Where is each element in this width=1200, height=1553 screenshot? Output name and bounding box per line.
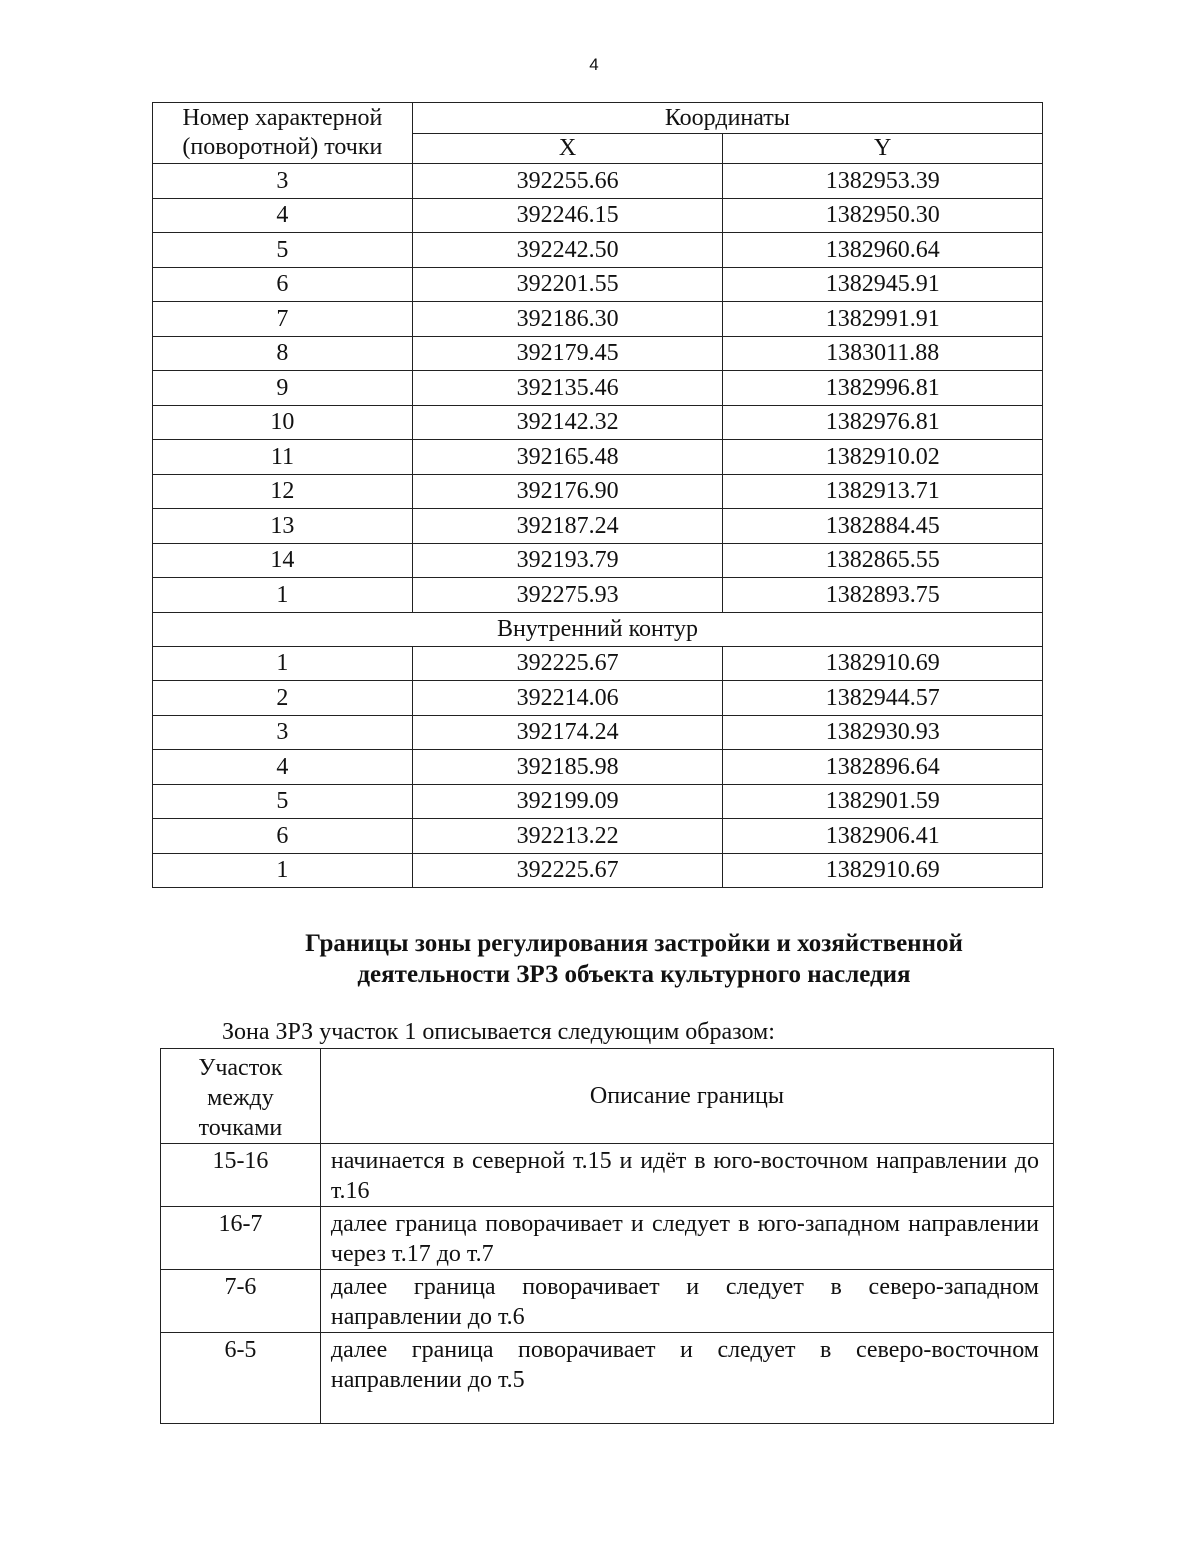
segment-cell: 7-6 — [161, 1270, 321, 1333]
point-number-cell: 2 — [153, 681, 413, 716]
segment-header — [161, 1049, 321, 1144]
y-coordinate-cell: 1382893.75 — [723, 578, 1043, 613]
table-row — [153, 164, 1043, 199]
y-coordinate-cell: 1382960.64 — [723, 233, 1043, 268]
y-coordinate-cell: 1382945.91 — [723, 267, 1043, 302]
point-number-cell: 11 — [153, 440, 413, 475]
table-row — [153, 509, 1043, 544]
table-row — [153, 715, 1043, 750]
y-coordinate-cell: 1382996.81 — [723, 371, 1043, 406]
description-cell: начинается в северной т.15 и идёт в юго-восточном направлении до т.16 — [320, 1144, 1053, 1207]
point-number-cell: 5 — [153, 784, 413, 819]
x-coordinate-cell: 392185.98 — [412, 750, 723, 785]
segment-header-line: Участок — [198, 1055, 283, 1081]
table-row — [153, 405, 1043, 440]
point-number-cell: 10 — [153, 405, 413, 440]
table-row — [153, 853, 1043, 888]
x-coordinate-cell: 392193.79 — [412, 543, 723, 578]
section-heading-line-1: Границы зоны регулирования застройки и хозяйственной — [305, 930, 963, 957]
y-coordinate-cell: 1382896.64 — [723, 750, 1043, 785]
y-coordinate-cell: 1383011.88 — [723, 336, 1043, 371]
y-coordinate-cell: 1382901.59 — [723, 784, 1043, 819]
table-row — [153, 681, 1043, 716]
outer-contour-rows — [153, 164, 1043, 613]
table-row — [153, 474, 1043, 509]
boundary-description-table — [160, 1048, 1054, 1424]
segment-cell: 6-5 — [161, 1333, 321, 1424]
x-coordinate-cell: 392186.30 — [412, 302, 723, 337]
segment-cell: 15-16 — [161, 1144, 321, 1207]
table-row — [153, 819, 1043, 854]
table-row — [153, 578, 1043, 613]
table-row — [153, 646, 1043, 681]
y-coordinate-cell: 1382910.69 — [723, 646, 1043, 681]
table-row — [161, 1333, 1054, 1424]
x-coordinate-cell: 392225.67 — [412, 853, 723, 888]
table-row — [153, 784, 1043, 819]
y-coordinate-cell: 1382976.81 — [723, 405, 1043, 440]
x-coordinate-cell: 392275.93 — [412, 578, 723, 613]
x-coordinate-cell: 392165.48 — [412, 440, 723, 475]
point-number-cell: 1 — [153, 853, 413, 888]
x-coordinate-cell: 392179.45 — [412, 336, 723, 371]
x-coordinate-cell: 392255.66 — [412, 164, 723, 199]
point-number-header: Номер характерной (поворотной) точки — [153, 103, 413, 164]
table-row — [153, 233, 1043, 268]
x-coordinate-cell: 392142.32 — [412, 405, 723, 440]
point-number-cell: 3 — [153, 164, 413, 199]
x-coordinate-cell: 392225.67 — [412, 646, 723, 681]
section-heading-line-2: деятельности ЗРЗ объекта культурного наследия — [357, 961, 911, 988]
point-number-cell: 7 — [153, 302, 413, 337]
boundary-rows — [161, 1144, 1054, 1424]
table-row — [161, 1207, 1054, 1270]
y-coordinate-cell: 1382913.71 — [723, 474, 1043, 509]
coordinates-table — [152, 102, 1043, 888]
x-coordinate-cell: 392176.90 — [412, 474, 723, 509]
coordinates-header: Координаты — [412, 103, 1042, 134]
section-heading — [0, 928, 1200, 990]
x-coordinate-cell: 392214.06 — [412, 681, 723, 716]
table-row — [153, 267, 1043, 302]
table-row — [153, 440, 1043, 475]
x-coordinate-cell: 392246.15 — [412, 198, 723, 233]
point-number-cell: 1 — [153, 646, 413, 681]
table-row — [153, 750, 1043, 785]
inner-contour-rows — [153, 646, 1043, 888]
y-coordinate-cell: 1382944.57 — [723, 681, 1043, 716]
point-number-cell: 5 — [153, 233, 413, 268]
y-coordinate-cell: 1382953.39 — [723, 164, 1043, 199]
description-cell: далее граница поворачивает и следует в северо-западном направлении до т.6 — [320, 1270, 1053, 1333]
y-coordinate-cell: 1382906.41 — [723, 819, 1043, 854]
segment-header-line: точками — [198, 1115, 283, 1141]
point-number-cell: 13 — [153, 509, 413, 544]
y-coordinate-cell: 1382865.55 — [723, 543, 1043, 578]
y-coordinate-cell: 1382950.30 — [723, 198, 1043, 233]
description-cell: далее граница поворачивает и следует в юго-западном направлении через т.17 до т.7 — [320, 1207, 1053, 1270]
x-coordinate-cell: 392199.09 — [412, 784, 723, 819]
table-row — [161, 1270, 1054, 1333]
y-coordinate-cell: 1382930.93 — [723, 715, 1043, 750]
table-row — [153, 302, 1043, 337]
x-coordinate-cell: 392201.55 — [412, 267, 723, 302]
x-header: X — [412, 133, 723, 164]
y-header: Y — [723, 133, 1043, 164]
description-cell: далее граница поворачивает и следует в северо-восточном направлении до т.5 — [320, 1333, 1053, 1424]
inner-contour-label: Внутренний контур — [153, 612, 1043, 646]
point-number-cell: 4 — [153, 750, 413, 785]
point-number-cell: 14 — [153, 543, 413, 578]
table-row — [153, 198, 1043, 233]
x-coordinate-cell: 392174.24 — [412, 715, 723, 750]
point-number-cell: 3 — [153, 715, 413, 750]
y-coordinate-cell: 1382910.02 — [723, 440, 1043, 475]
segment-header-line: между — [207, 1085, 274, 1111]
segment-cell: 16-7 — [161, 1207, 321, 1270]
point-number-cell: 6 — [153, 267, 413, 302]
point-number-cell: 1 — [153, 578, 413, 613]
point-number-cell: 12 — [153, 474, 413, 509]
y-coordinate-cell: 1382884.45 — [723, 509, 1043, 544]
point-number-cell: 6 — [153, 819, 413, 854]
x-coordinate-cell: 392242.50 — [412, 233, 723, 268]
point-number-cell: 4 — [153, 198, 413, 233]
intro-text: Зона ЗРЗ участок 1 описывается следующим образом: — [222, 1019, 775, 1045]
point-number-cell: 9 — [153, 371, 413, 406]
x-coordinate-cell: 392135.46 — [412, 371, 723, 406]
table-row — [153, 543, 1043, 578]
page-number: 4 — [589, 55, 599, 74]
table-row — [161, 1144, 1054, 1207]
point-number-cell: 8 — [153, 336, 413, 371]
table-row — [153, 371, 1043, 406]
y-coordinate-cell: 1382910.69 — [723, 853, 1043, 888]
x-coordinate-cell: 392213.22 — [412, 819, 723, 854]
table-row — [153, 336, 1043, 371]
x-coordinate-cell: 392187.24 — [412, 509, 723, 544]
y-coordinate-cell: 1382991.91 — [723, 302, 1043, 337]
description-header: Описание границы — [320, 1049, 1053, 1144]
